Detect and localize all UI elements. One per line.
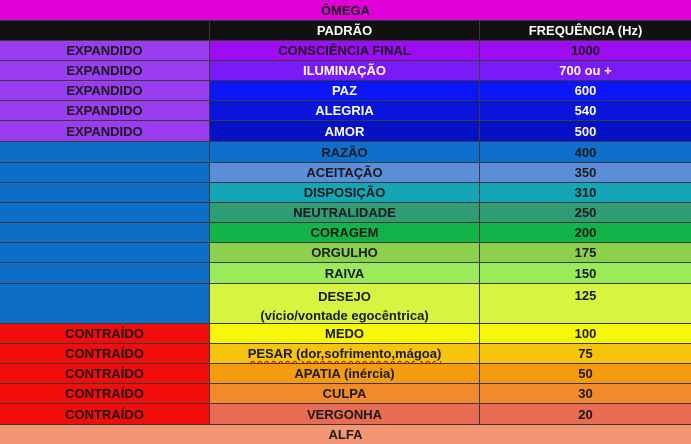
frequency-cell: 400 xyxy=(480,142,691,163)
state-cell xyxy=(0,223,210,243)
padrao-cell: CONSCIÊNCIA FINAL xyxy=(210,41,480,61)
state-cell xyxy=(0,163,210,183)
padrao-cell: MEDO xyxy=(210,324,480,344)
table-row xyxy=(0,344,691,364)
padrao-cell xyxy=(210,344,480,364)
state-cell xyxy=(0,142,210,163)
table-row xyxy=(0,81,691,101)
table-row xyxy=(0,41,691,61)
state-cell: CONTRAÍDO xyxy=(0,344,210,364)
state-cell xyxy=(0,203,210,223)
table-row xyxy=(0,404,691,425)
frequency-cell: 175 xyxy=(480,243,691,263)
state-cell: EXPANDIDO xyxy=(0,81,210,101)
padrao-cell xyxy=(210,284,480,324)
state-cell: EXPANDIDO xyxy=(0,61,210,81)
padrao-cell: AMOR xyxy=(210,121,480,142)
padrao-cell: DISPOSIÇÃO xyxy=(210,183,480,203)
state-cell: EXPANDIDO xyxy=(0,41,210,61)
frequency-cell: 100 xyxy=(480,324,691,344)
footer-row xyxy=(0,425,691,444)
frequency-cell: 540 xyxy=(480,101,691,121)
table-row xyxy=(0,324,691,344)
padrao-cell: RAIVA xyxy=(210,263,480,284)
padrao-cell: PAZ xyxy=(210,81,480,101)
frequency-cell: 350 xyxy=(480,163,691,183)
header-state xyxy=(0,21,210,41)
state-cell: CONTRAÍDO xyxy=(0,324,210,344)
table-title: ÔMEGA xyxy=(0,0,691,21)
table-row xyxy=(0,61,691,81)
padrao-cell: CORAGEM xyxy=(210,223,480,243)
header-frequency: FREQUÊNCIA (Hz) xyxy=(480,21,691,41)
state-cell: EXPANDIDO xyxy=(0,121,210,142)
table-footer: ALFA xyxy=(0,425,691,444)
padrao-line-1: DESEJO xyxy=(318,289,371,304)
padrao-text: PESAR (dor,sofrimento,mágoa) xyxy=(247,346,442,361)
frequency-cell: 125 xyxy=(480,284,691,324)
table-row xyxy=(0,223,691,243)
padrao-cell: ORGULHO xyxy=(210,243,480,263)
padrao-cell: ALEGRIA xyxy=(210,101,480,121)
frequency-cell: 50 xyxy=(480,364,691,384)
padrao-cell: APATIA (inércia) xyxy=(210,364,480,384)
state-cell xyxy=(0,263,210,284)
frequency-cell: 250 xyxy=(480,203,691,223)
padrao-cell: NEUTRALIDADE xyxy=(210,203,480,223)
frequency-cell: 500 xyxy=(480,121,691,142)
state-cell xyxy=(0,284,210,324)
title-row xyxy=(0,0,691,21)
table-row xyxy=(0,183,691,203)
table-row xyxy=(0,203,691,223)
table-row xyxy=(0,384,691,404)
state-cell: CONTRAÍDO xyxy=(0,384,210,404)
header-padrao: PADRÃO xyxy=(210,21,480,41)
table-row xyxy=(0,243,691,263)
frequency-cell: 75 xyxy=(480,344,691,364)
padrao-cell: ACEITAÇÃO xyxy=(210,163,480,183)
state-cell xyxy=(0,243,210,263)
state-cell: CONTRAÍDO xyxy=(0,364,210,384)
padrao-line-2: (vício/vontade egocêntrica) xyxy=(260,308,429,323)
table-row xyxy=(0,142,691,163)
table-row xyxy=(0,121,691,142)
table-row xyxy=(0,163,691,183)
padrao-cell: ILUMINAÇÃO xyxy=(210,61,480,81)
table-row xyxy=(0,284,691,324)
state-cell: CONTRAÍDO xyxy=(0,404,210,425)
state-cell xyxy=(0,183,210,203)
frequency-cell: 310 xyxy=(480,183,691,203)
frequency-cell: 150 xyxy=(480,263,691,284)
frequency-cell: 1000 xyxy=(480,41,691,61)
table-row xyxy=(0,364,691,384)
padrao-cell: VERGONHA xyxy=(210,404,480,425)
header-row xyxy=(0,21,691,41)
frequency-cell: 20 xyxy=(480,404,691,425)
state-cell: EXPANDIDO xyxy=(0,101,210,121)
table-row xyxy=(0,101,691,121)
frequency-cell: 600 xyxy=(480,81,691,101)
frequency-cell: 700 ou + xyxy=(480,61,691,81)
frequency-cell: 200 xyxy=(480,223,691,243)
frequency-cell: 30 xyxy=(480,384,691,404)
table-row xyxy=(0,263,691,284)
padrao-cell: CULPA xyxy=(210,384,480,404)
padrao-cell: RAZÃO xyxy=(210,142,480,163)
